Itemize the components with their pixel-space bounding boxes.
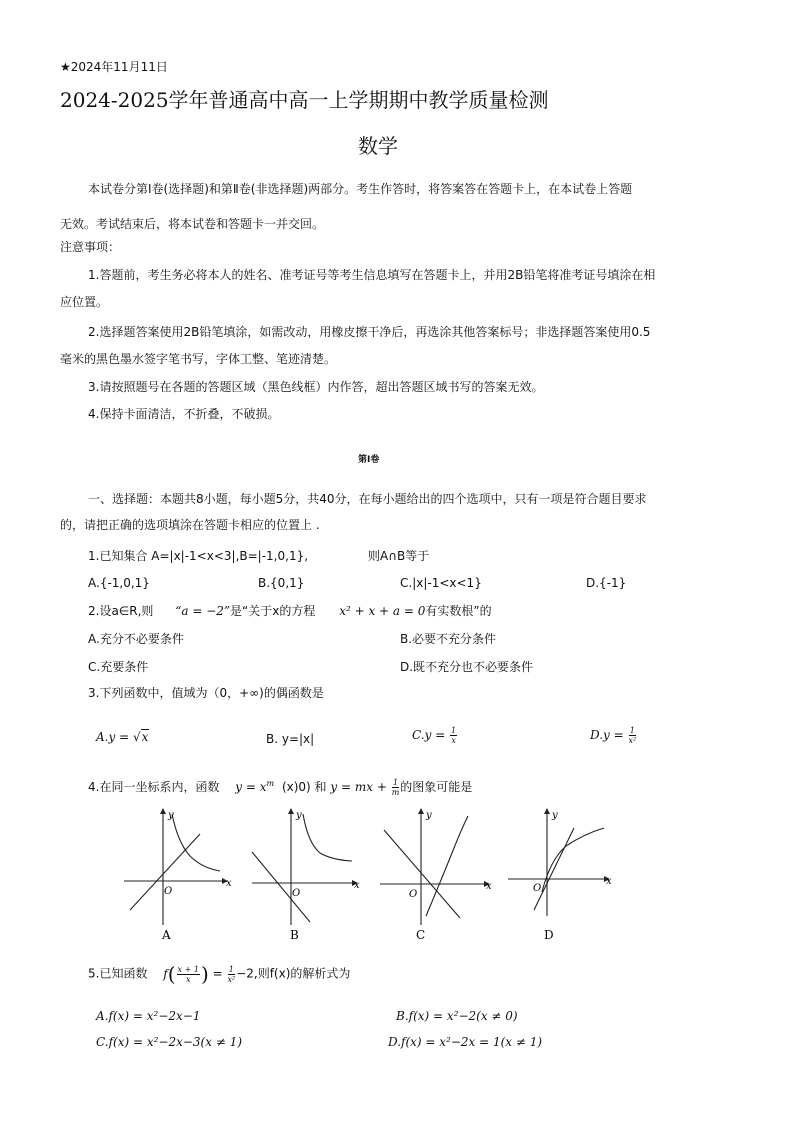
q3-c-num: 1: [451, 726, 457, 735]
q4-graph-b-x-label: x: [354, 880, 360, 891]
q5-arg-den: x: [185, 974, 191, 984]
q5-option-d: D.f(x) = x²−2x = 1(x ≠ 1): [388, 1035, 543, 1049]
part1-line-1: 一、选择题：本题共8小题，每小题5分，共40分，在每小题给出的四个选项中，只有一项是符合题目要求: [88, 492, 647, 506]
q5-stem: 5.已知函数 f( $\frac{x + 1}{x}$ ) = $\frac{1}{\text{x²}}$ −2,则f(x)的解析式为: [88, 962, 351, 986]
q4-func-1-tail: (x)0): [281, 780, 311, 794]
q3-d-num: 1: [629, 726, 635, 735]
q3-a-radicand: x: [141, 730, 149, 744]
q4-graph-a-origin: O: [164, 886, 173, 897]
q3-option-d: [590, 726, 637, 745]
note-4: 4.保持卡面清洁，不折叠，不破损。: [88, 407, 280, 421]
q3-a-sqrt: √x: [132, 730, 149, 744]
q3-c-prefix: C.y =: [412, 728, 450, 742]
note-1-line-1: 1.答题前，考生务必将本人的姓名、准考证号等考生信息填写在答题卡上，并用2B铅笔将准考证号填涂在相: [88, 268, 656, 282]
q4-graph-d-label: D: [544, 928, 554, 942]
part1-line-2: 的，请把正确的选项填涂在答题卡相应的位置上 .: [60, 518, 320, 532]
q5-option-c: C.f(x) = x²−2x−3(x ≠ 1): [96, 1035, 242, 1049]
q3-option-b: B. y=|x|: [266, 732, 315, 746]
q2-equation: x² + x + a = 0: [339, 604, 426, 618]
note-2-line-2: 毫米的黑色墨水签字笔书写，字体工整、笔迹清楚。: [60, 352, 337, 366]
q4-func-2-num: 1: [392, 778, 399, 787]
q4-part-1: 4.在同一坐标系内，函数: [88, 780, 220, 794]
q4-func-2: y = mx +: [330, 780, 391, 794]
q5-arg-fraction: [177, 965, 200, 984]
q4-graph-a-x-label: x: [226, 878, 232, 889]
q4-graph-b-label: B: [290, 928, 299, 942]
q4-graph-c-label: C: [416, 928, 426, 942]
q2-part-2: 是“关于x的方程: [230, 604, 316, 618]
subject-title: 数学: [358, 134, 398, 158]
q2-condition: “a = −2”: [175, 604, 231, 618]
q3-option-c: [412, 726, 458, 745]
q4-func-2-den: m: [391, 788, 400, 797]
q4-stem: [88, 778, 472, 797]
q2-part-1: 2.设a∈R,则: [88, 604, 154, 618]
q4-graph-a-y-label: y: [168, 810, 174, 821]
q4-and: 和: [314, 780, 327, 794]
note-3: 3.请按照题号在各题的答题区域（黑色线框）内作答，超出答题区域书写的答案无效。: [88, 380, 544, 394]
q2-option-c: C.充要条件: [88, 660, 149, 674]
q2-stem: [88, 602, 492, 619]
q4-graph-c: [376, 808, 496, 943]
q4-func-1: y = x: [235, 780, 267, 794]
q4-func-2-fraction: [392, 778, 400, 797]
q3-d-prefix: D.y =: [590, 728, 628, 742]
q1-stem-tail: 则A∩B等于: [368, 549, 430, 563]
q2-option-d: D.既不充分也不必要条件: [400, 660, 534, 674]
q5-rhs-tail: −2,则f(x)的解析式为: [236, 966, 351, 981]
exam-title: 2024-2025学年普通高中高一上学期期中教学质量检测: [60, 88, 549, 112]
q1-option-c: C.|x|-1<x<1}: [400, 576, 482, 590]
q5-option-b: B.f(x) = x²−2(x ≠ 0): [396, 1009, 518, 1023]
q3-stem: 3.下列函数中，值域为（0，+∞)的偶函数是: [88, 686, 324, 700]
intro-line-2: 无效。考试结束后，将本试卷和答题卡一并交回。: [60, 217, 325, 231]
volume-label: 第Ⅰ卷: [358, 455, 380, 465]
q4-graph-b-origin: O: [292, 888, 301, 899]
q2-option-b: B.必要不充分条件: [400, 632, 497, 646]
q4-graph-d-y-label: y: [552, 810, 558, 821]
q5-equals: =: [212, 966, 223, 981]
q3-c-fraction: [450, 726, 457, 745]
intro-line-1: 本试卷分第Ⅰ卷(选择题)和第Ⅱ卷(非选择题)两部分。考生作答时，将答案答在答题卡上，在本试卷上答题: [88, 182, 633, 196]
q2-part-3: 有实数根”的: [425, 604, 492, 618]
q4-graph-b-y-label: y: [296, 810, 302, 821]
q5-part-1: 5.已知函数: [88, 966, 148, 981]
q4-graph-c-origin: O: [409, 889, 418, 900]
q4-part-2: 的图象可能是: [400, 780, 473, 794]
note-2-line-1: 2.选择题答案使用2B铅笔填涂，如需改动，用橡皮擦干净后，再选涂其他答案标号；非选择题答案使用0.5: [88, 325, 651, 339]
q4-graph-b: [248, 808, 368, 943]
q5-rhs-fraction: [227, 965, 235, 984]
q5-rhs-num: 1: [228, 964, 234, 974]
q4-graph-d-x-label: x: [606, 876, 612, 887]
notes-heading: 注意事项：: [60, 240, 121, 254]
q2-option-a: A.充分不必要条件: [88, 632, 184, 646]
q1-stem: 1.已知集合 A=|x|-1<x<3|,B=|-1,0,1},: [88, 549, 309, 563]
q5-arg-num: x + 1: [177, 964, 199, 974]
q5-f: f: [163, 966, 168, 981]
q4-graph-c-y-label: y: [426, 810, 432, 821]
q1-option-a: A.{-1,0,1}: [88, 576, 150, 590]
q4-graph-d: [504, 808, 624, 943]
q3-d-den: x²: [628, 736, 637, 745]
q4-graph-c-x-label: x: [486, 881, 492, 892]
q4-graph-a-label: A: [162, 928, 171, 942]
note-1-line-2: 应位置。: [60, 295, 109, 309]
q4-graph-a: [120, 808, 240, 943]
q5-rhs-den: x²: [227, 974, 236, 984]
q3-d-fraction: [628, 726, 636, 745]
date-line: ★2024年11月11日: [60, 60, 168, 74]
q1-option-b: B.{0,1}: [258, 576, 305, 590]
q4-graph-d-origin: O: [533, 883, 542, 894]
q3-a-prefix: A.y =: [96, 730, 133, 744]
q3-c-den: x: [451, 736, 456, 745]
q1-option-d: D.{-1}: [586, 576, 627, 590]
q5-option-a: A.f(x) = x²−2x−1: [96, 1009, 201, 1023]
q4-func-1-exp: m: [266, 779, 275, 788]
q3-option-a: [96, 730, 149, 744]
